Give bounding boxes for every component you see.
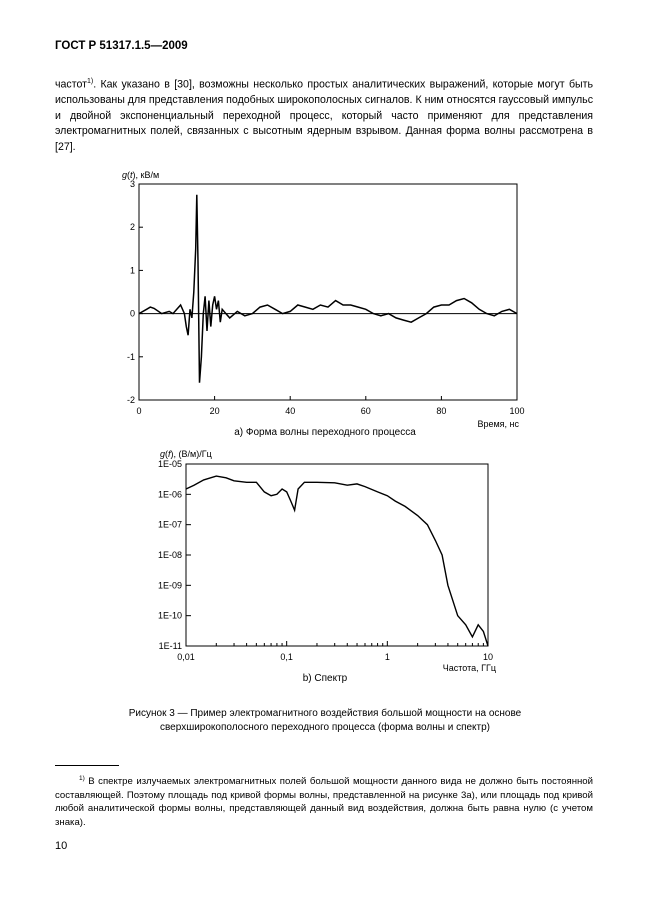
chart-spectrum-ytick-label: 1E-05 <box>157 459 182 469</box>
footnote-reference: 1) <box>86 78 94 85</box>
chart-waveform-xtick-label: 60 <box>360 406 371 416</box>
chart-waveform-xtick-label: 0 <box>136 406 142 416</box>
chart-waveform-xtick-label: 40 <box>285 406 296 416</box>
chart-waveform-series-line <box>139 195 517 383</box>
chart-spectrum-ytick-label: 1E-11 <box>158 641 182 651</box>
figure-caption-line-1: Рисунок 3 — Пример электромагнитного воздействия большой мощности на основе <box>128 708 522 719</box>
chart-spectrum-caption: b) Спектр <box>302 673 348 684</box>
footnote <box>55 772 593 829</box>
footnote-separator <box>55 765 119 766</box>
chart-spectrum-series-line <box>186 476 488 646</box>
figure-caption-line-2: сверхширокополосного переходного процесса (форма волны и спектр) <box>159 722 491 733</box>
chart-spectrum-xtick-label: 1 <box>384 652 390 662</box>
footnote-mark: 1) <box>79 775 85 782</box>
chart-spectrum-xtick-label: 0,1 <box>280 652 293 662</box>
chart-spectrum-ytick-label: 1E-06 <box>157 489 182 500</box>
figure-caption <box>90 707 560 735</box>
chart-waveform-xlabel: Время, нс <box>477 419 519 429</box>
chart-waveform-caption: а) Форма волны переходного процесса <box>234 427 416 438</box>
intro-text-start: частот <box>55 78 87 91</box>
chart-waveform-ytick-label: 0 <box>129 308 135 319</box>
chart-waveform-ytick-label: -2 <box>126 395 135 405</box>
chart-waveform-ytick-label: 3 <box>129 179 135 189</box>
chart-spectrum-ytick-label: 1E-07 <box>157 519 182 530</box>
chart-waveform-ytick-label: -1 <box>126 351 135 362</box>
chart-spectrum-xtick-label: 0,01 <box>177 652 195 662</box>
intro-text-rest: . Как указано в [30], возможны несколько простых аналитических выражений, которые могут быть использованы для представления подобных широкополосных сигналов. К ним относятся гауссовый импульс и двойной экспоненциальный переходной процесс, который часто применяют для представления электромагнитных полей, связанных с высотным ядерным взрывом. Данная форма волны рассмотрена в [27]. <box>55 78 593 153</box>
chart-waveform-ytick-label: 1 <box>129 265 135 276</box>
chart-waveform-xtick-label: 80 <box>436 406 447 416</box>
page-number: 10 <box>55 840 68 852</box>
chart-waveform-ytick-label: 2 <box>129 222 135 233</box>
chart-waveform-xtick-label: 20 <box>209 406 220 416</box>
chart-spectrum-ytick-label: 1E-10 <box>157 610 182 621</box>
chart-waveform <box>122 170 525 429</box>
document-header: ГОСТ Р 51317.1.5—2009 <box>55 40 188 52</box>
footnote-text: В спектре излучаемых электромагнитных полей большой мощности данного вида не должно быть постоянной составляющей. Поэтому площадь под кривой формы волны, представленной на рисунке 3а), или площадь под кривой любой аналитической формы волны, представляющей данный вид воздействия, должна быть равна нулю (с учетом знака). <box>55 776 593 828</box>
chart-waveform-ylabel: g(t), кВ/м <box>122 170 160 180</box>
chart-spectrum-ytick-label: 1E-08 <box>157 550 182 560</box>
chart-spectrum-xtick-label: 10 <box>482 652 494 662</box>
chart-spectrum-xlabel: Частота, ГГц <box>442 663 496 673</box>
chart-spectrum-ylabel: g(f), (В/м)/Гц <box>160 449 212 459</box>
chart-spectrum <box>158 449 496 673</box>
chart-spectrum-ytick-label: 1E-09 <box>157 580 182 591</box>
chart-waveform-xtick-label: 100 <box>509 406 525 416</box>
